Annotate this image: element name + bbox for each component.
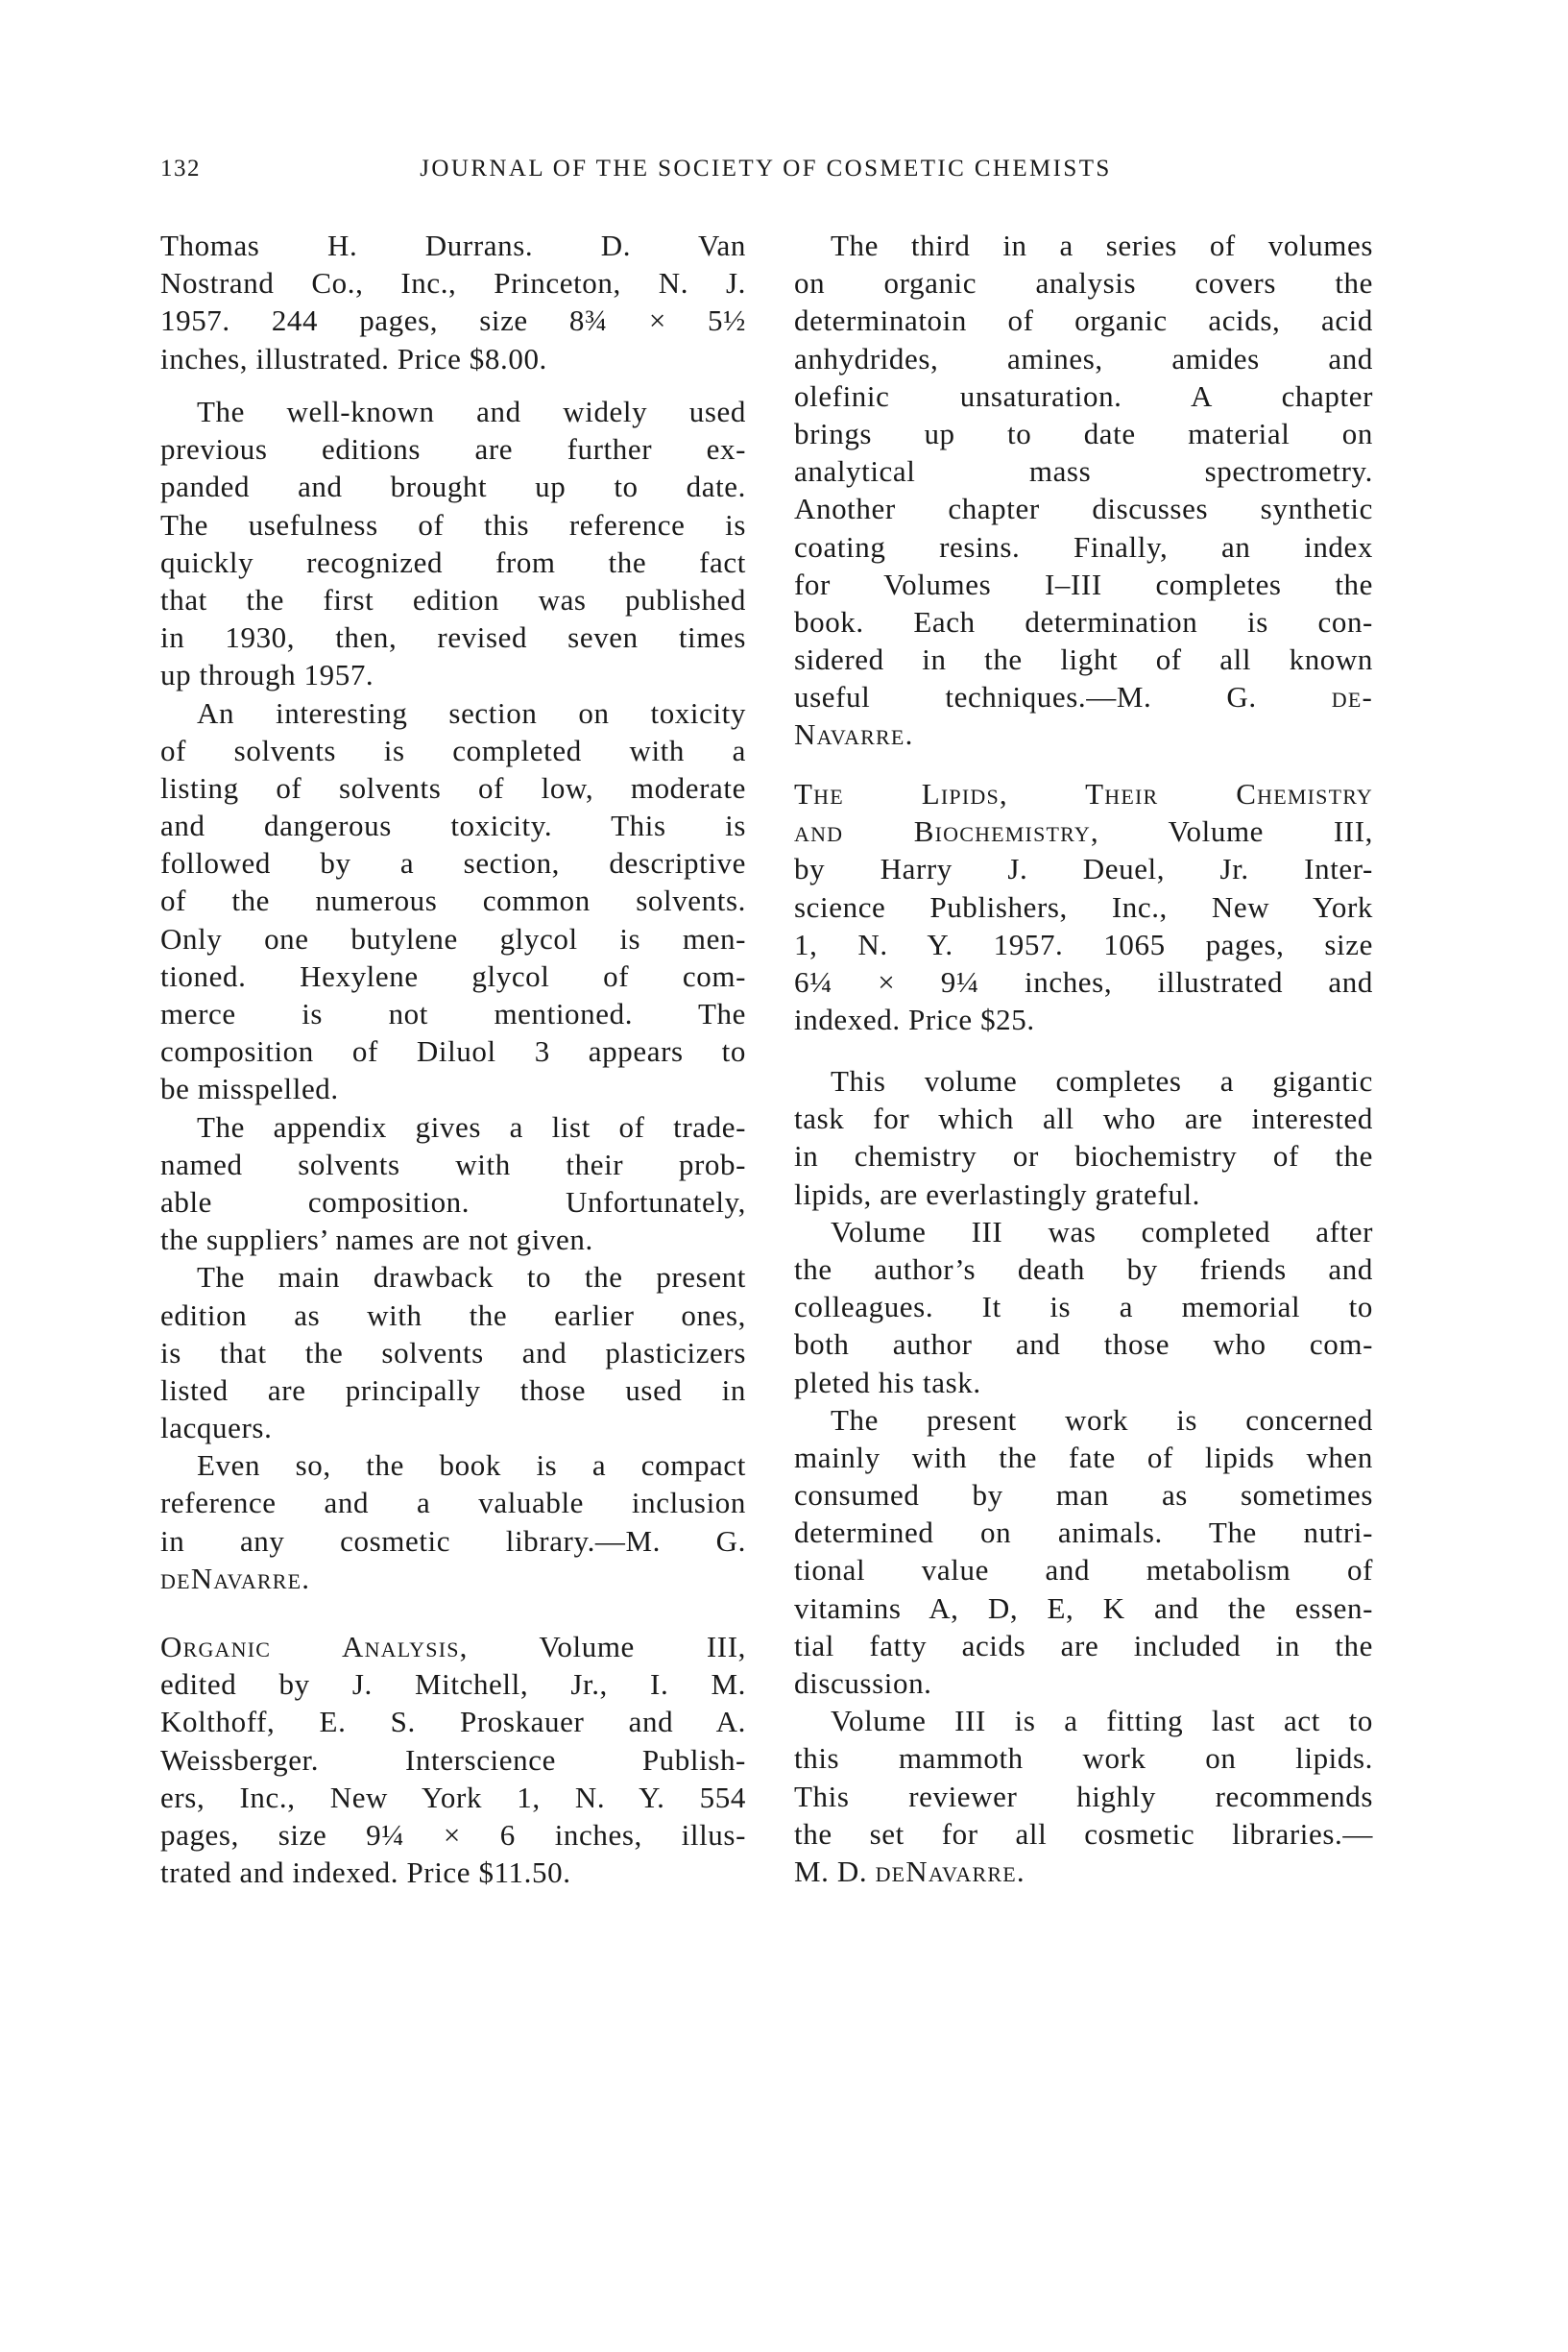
text-line: edition as with the earlier ones, <box>160 1297 746 1332</box>
text-line: Thomas H. Durrans. D. Van <box>160 229 746 262</box>
text-line: consumed by man as sometimes <box>794 1478 1373 1513</box>
text-line: anhydrides, amines, amides and <box>794 341 1373 376</box>
text-segment: , Volume III, <box>1090 814 1373 849</box>
text-line: Weissberger. Interscience Publish- <box>160 1742 746 1777</box>
text-line: Even so, the book is a compact <box>197 1448 746 1483</box>
text-line: quickly recognized from the fact <box>160 545 746 579</box>
text-line: reference and a valuable inclusion <box>160 1486 746 1520</box>
review-1-body <box>160 393 746 1597</box>
text-line: in any cosmetic library.—M. G. <box>160 1523 746 1558</box>
text-line <box>794 715 1373 753</box>
text-line <box>794 812 1373 850</box>
text-line: previous editions are further ex- <box>160 432 746 467</box>
text-line: by Harry J. Deuel, Jr. Inter- <box>794 852 1373 886</box>
text-line: mainly with the fate of lipids when <box>794 1440 1373 1474</box>
text-line: that the first edition was published <box>160 582 746 617</box>
text-line: in chemistry or biochemistry of the <box>794 1139 1373 1174</box>
text-line: brings up to date material on <box>794 416 1373 450</box>
text-line: book. Each determination is con- <box>794 604 1373 639</box>
text-line: ers, Inc., New York 1, N. Y. 554 <box>160 1780 746 1814</box>
text-line: sidered in the light of all known <box>794 643 1373 677</box>
text-line: This volume completes a gigantic <box>831 1064 1373 1098</box>
text-line: the set for all cosmetic libraries.— <box>794 1816 1373 1851</box>
text-line: This reviewer highly recommends <box>794 1779 1373 1813</box>
review-3-body <box>794 1062 1373 1890</box>
text-line: tional value and metabolism of <box>794 1553 1373 1588</box>
text-line: The present work is concerned <box>831 1402 1373 1437</box>
text-line: An interesting section on toxicity <box>197 695 746 730</box>
text-line: The third in a series of volumes <box>831 229 1373 262</box>
text-line: of the numerous common solvents. <box>160 884 746 918</box>
text-line: Kolthoff, E. S. Proskauer and A. <box>160 1705 746 1739</box>
text-line: on organic analysis covers the <box>794 266 1373 301</box>
text-line: the author’s death by friends and <box>794 1251 1373 1286</box>
review-2-citation <box>160 1628 746 1891</box>
text-line: 6¼ × 9¼ inches, illustrated and <box>794 964 1373 999</box>
text-line: 1, N. Y. 1957. 1065 pages, size <box>794 927 1373 961</box>
text-line: trated and indexed. Price $11.50. <box>160 1855 571 1890</box>
text-line: of solvents is completed with a <box>160 733 746 767</box>
text-line: able composition. Unfortunately, <box>160 1184 746 1219</box>
text-line <box>160 1628 746 1665</box>
text-line: science Publishers, Inc., New York <box>794 889 1373 924</box>
text-line: named solvents with their prob- <box>160 1147 746 1181</box>
text-line: in 1930, then, revised seven times <box>160 620 746 655</box>
text-line: edited by J. Mitchell, Jr., I. M. <box>160 1667 746 1702</box>
text-segment: M. D. <box>794 1854 876 1888</box>
text-line: Volume III was completed after <box>831 1214 1373 1249</box>
text-line <box>794 678 1373 715</box>
small-caps-text: and Biochemistry <box>794 814 1091 849</box>
text-line <box>160 1560 746 1597</box>
text-line <box>794 1853 1373 1890</box>
text-line: tial fatty acids are included in the <box>794 1628 1373 1662</box>
text-line: listing of solvents of low, moderate <box>160 770 746 805</box>
text-line: pages, size 9¼ × 6 inches, illus- <box>160 1817 746 1852</box>
text-line: merce is not mentioned. The <box>160 997 746 1031</box>
small-caps-text: deNavarre. <box>160 1561 311 1595</box>
text-line: pleted his task. <box>794 1365 981 1399</box>
text-line: The appendix gives a list of trade- <box>197 1109 746 1144</box>
text-line: colleagues. It is a memorial to <box>794 1290 1373 1324</box>
text-line: 1957. 244 pages, size 8¾ × 5½ <box>160 303 746 338</box>
text-line: followed by a section, descriptive <box>160 846 746 881</box>
text-line: lacquers. <box>160 1411 273 1445</box>
text-line: lipids, are everlastingly grateful. <box>794 1176 1201 1211</box>
text-line: Only one butylene glycol is men- <box>160 921 746 956</box>
text-line: panded and brought up to date. <box>160 470 746 504</box>
text-line: The main drawback to the present <box>197 1260 746 1295</box>
text-line: the suppliers’ names are not given. <box>160 1223 593 1257</box>
text-line: discussion. <box>794 1666 932 1700</box>
text-line: indexed. Price $25. <box>794 1003 1035 1037</box>
text-line: determined on animals. The nutri- <box>794 1515 1373 1550</box>
review-1-citation-end <box>160 227 746 377</box>
text-line: Volume III is a fitting last act to <box>831 1704 1373 1738</box>
text-line: and dangerous toxicity. This is <box>160 809 746 843</box>
text-line: listed are principally those used in <box>160 1372 746 1407</box>
text-line: determinatoin of organic acids, acid <box>794 303 1373 338</box>
text-line: inches, illustrated. Price $8.00. <box>160 341 547 376</box>
text-segment: , Volume III, <box>459 1630 746 1663</box>
small-caps-text: Organic Analysis <box>160 1630 460 1663</box>
small-caps-text: The Lipids, Their Chemistry <box>794 777 1373 811</box>
page-number: 132 <box>160 156 201 182</box>
text-line: composition of Diluol 3 appears to <box>160 1034 746 1069</box>
text-line: is that the solvents and plasticizers <box>160 1335 746 1370</box>
text-line: both author and those who com- <box>794 1327 1373 1362</box>
text-line: vitamins A, D, E, K and the essen- <box>794 1590 1373 1625</box>
text-line: task for which all who are interested <box>794 1102 1373 1136</box>
text-line: Nostrand Co., Inc., Princeton, N. J. <box>160 266 746 301</box>
text-line: olefinic unsaturation. A chapter <box>794 378 1373 413</box>
text-line: up through 1957. <box>160 658 374 692</box>
small-caps-text: deNavarre. <box>875 1854 1025 1888</box>
text-line: for Volumes I–III completes the <box>794 567 1373 601</box>
review-3-citation <box>794 775 1373 1038</box>
text-line <box>794 775 1373 812</box>
text-line: be misspelled. <box>160 1072 339 1106</box>
small-caps-text: de- <box>1331 680 1373 715</box>
text-segment: useful techniques.—M. G. <box>794 680 1332 715</box>
text-line: Another chapter discusses synthetic <box>794 492 1373 526</box>
text-line: The usefulness of this reference is <box>160 507 746 542</box>
text-line: coating resins. Finally, an index <box>794 529 1373 564</box>
text-line: tioned. Hexylene glycol of com- <box>160 958 746 993</box>
text-line: this mammoth work on lipids. <box>794 1741 1373 1776</box>
review-2-body <box>794 227 1373 754</box>
text-line: analytical mass spectrometry. <box>794 454 1373 489</box>
text-line: The well-known and widely used <box>197 395 746 428</box>
small-caps-text: Navarre. <box>794 717 914 752</box>
running-header-journal-title: JOURNAL OF THE SOCIETY OF COSMETIC CHEMISTS <box>420 156 1112 182</box>
